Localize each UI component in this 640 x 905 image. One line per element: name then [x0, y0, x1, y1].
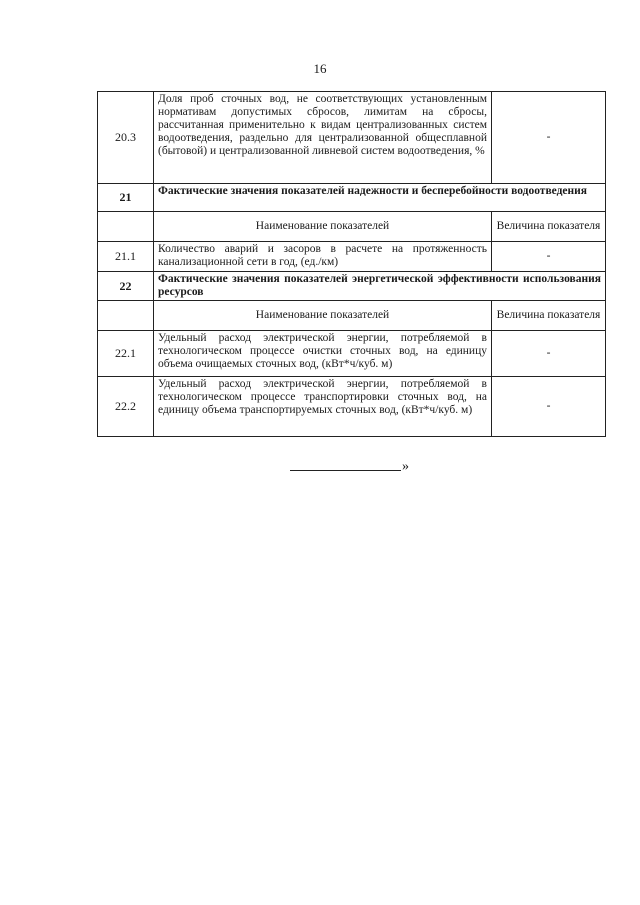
table-row-22-1 [98, 331, 606, 377]
indicator-value: - [492, 331, 606, 377]
row-number: 22.2 [98, 377, 154, 437]
indicator-value: - [492, 377, 606, 437]
row-number: 20.3 [98, 92, 154, 184]
signature-line [290, 470, 401, 471]
column-header-name: Наименование показателей [154, 301, 492, 331]
table-row-21-1 [98, 242, 606, 272]
section-row-21 [98, 184, 606, 212]
section-title: Фактические значения показателей энергетической эффективности использования ресурсов [154, 272, 606, 301]
section-number: 21 [98, 184, 154, 212]
row-number: 22.1 [98, 331, 154, 377]
section-number: 22 [98, 272, 154, 301]
empty-cell [98, 212, 154, 242]
empty-cell [98, 301, 154, 331]
indicators-table [97, 91, 606, 437]
indicator-text: Доля проб сточных вод, не соответствующих установленным нормативам допустимых сбросов, лимитам на сбросы, рассчитанная применительно к видам централизованных систем водоотведения, раздельно для централизованной общесплавной (бытовой) и централизованной ливневой систем водоотведения, % [154, 92, 492, 184]
indicator-text: Количество аварий и засоров в расчете на протяженность канализационной сети в год, (ед./км) [154, 242, 492, 272]
indicator-text: Удельный расход электрической энергии, потребляемой в технологическом процессе очистки сточных вод, на единицу объема очищаемых сточных вод, (кВт*ч/куб. м) [154, 331, 492, 377]
section-row-22 [98, 272, 606, 301]
column-header-name: Наименование показателей [154, 212, 492, 242]
row-number: 21.1 [98, 242, 154, 272]
column-header-value: Величина показателя [492, 301, 606, 331]
indicator-value: - [492, 92, 606, 184]
column-header-row [98, 301, 606, 331]
indicator-text: Удельный расход электрической энергии, потребляемой в технологическом процессе транспортировки сточных вод, на единицу объема транспортируемых сточных вод, (кВт*ч/куб. м) [154, 377, 492, 437]
page-number: 16 [313, 61, 327, 76]
table-row-20-3 [98, 92, 606, 184]
column-header-value: Величина показателя [492, 212, 606, 242]
table-row-22-2 [98, 377, 606, 437]
indicator-value: - [492, 242, 606, 272]
closing-quote: » [402, 459, 409, 474]
section-title: Фактические значения показателей надежности и бесперебойности водоотведения [154, 184, 606, 212]
column-header-row [98, 212, 606, 242]
